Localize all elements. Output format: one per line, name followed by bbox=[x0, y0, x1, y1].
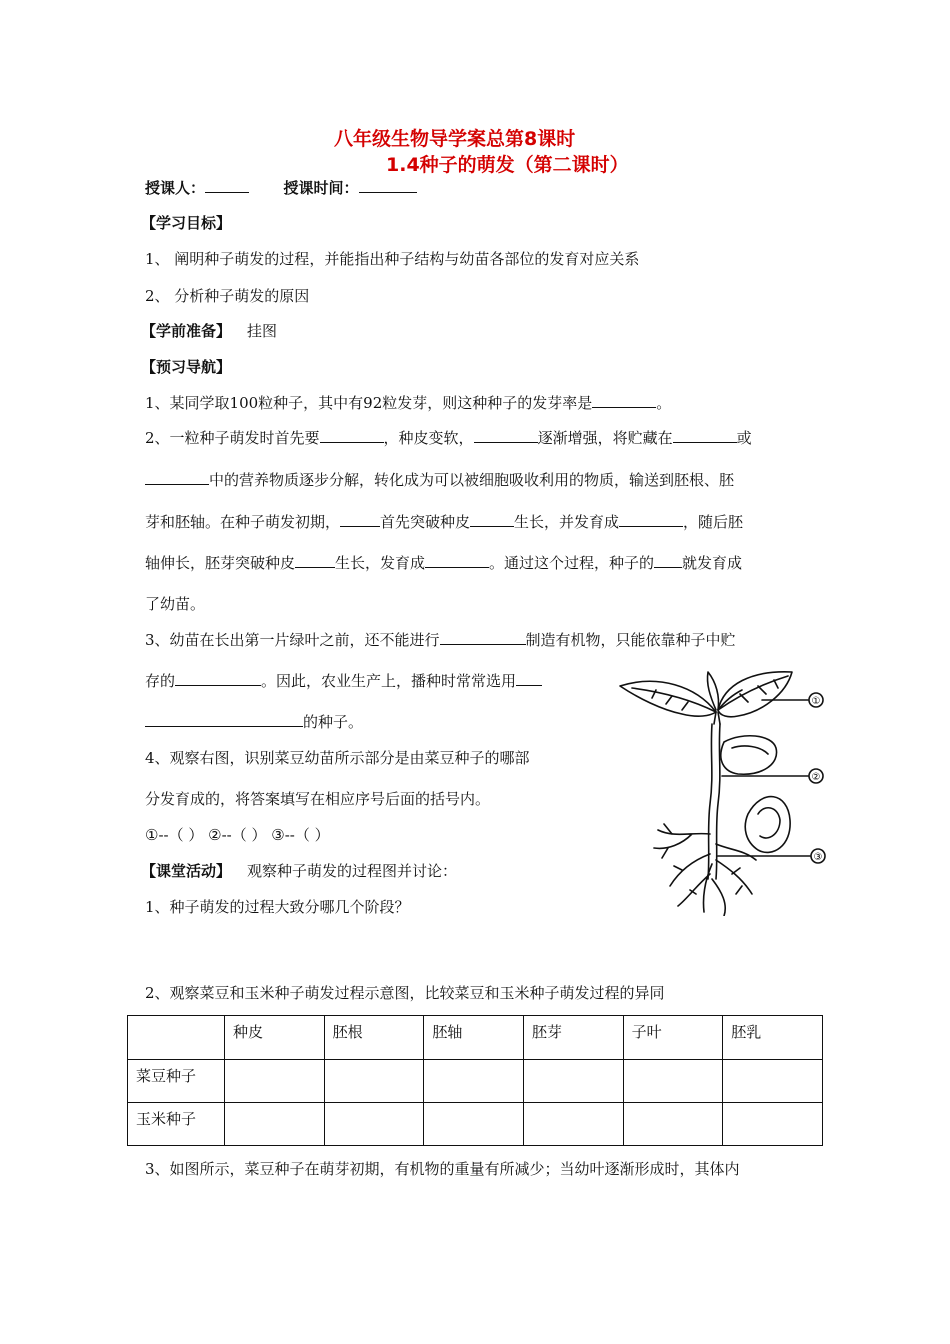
activity-q1: 1、种子萌发的过程大致分哪几个阶段？ bbox=[145, 898, 410, 916]
title-line-2: 1.4种子的萌发（第二课时） bbox=[386, 154, 629, 176]
objectives-heading: 【学习目标】 bbox=[141, 214, 232, 232]
roots bbox=[654, 830, 756, 916]
answer-blank[interactable] bbox=[673, 428, 737, 443]
table-cell[interactable] bbox=[225, 1103, 325, 1146]
comparison-table bbox=[127, 1015, 823, 1146]
figure-label-1: ① bbox=[811, 696, 821, 707]
table-cell[interactable] bbox=[324, 1103, 424, 1146]
table-row-label: 玉米种子 bbox=[128, 1103, 225, 1146]
table-cell[interactable] bbox=[723, 1060, 823, 1103]
prep-heading: 【学前准备】 bbox=[141, 322, 232, 340]
table-row bbox=[128, 1103, 823, 1146]
cotyledon bbox=[721, 736, 777, 774]
prep-line bbox=[141, 321, 277, 341]
preview-q4-line3: ①--（ ） ②--（ ） ③--（ ） bbox=[145, 826, 330, 844]
table-cell[interactable] bbox=[623, 1060, 723, 1103]
answer-blank[interactable] bbox=[295, 553, 335, 568]
prep-text: 挂图 bbox=[247, 322, 278, 340]
table-cell[interactable] bbox=[523, 1103, 623, 1146]
answer-blank[interactable] bbox=[175, 671, 261, 686]
answer-blank[interactable] bbox=[474, 428, 538, 443]
preview-q2-line2: 中的营养物质逐步分解，转化成为可以被细胞吸收利用的物质，输送到胚根、胚 bbox=[145, 470, 734, 490]
bean-seedling-drawing bbox=[612, 664, 834, 916]
table-header-cell: 胚芽 bbox=[523, 1016, 623, 1060]
answer-blank[interactable] bbox=[145, 470, 209, 485]
activity-q2: 2、观察菜豆和玉米种子萌发过程示意图，比较菜豆和玉米种子萌发过程的异同 bbox=[145, 984, 665, 1002]
teacher-label: 授课人： bbox=[145, 179, 206, 197]
preview-q3-line3: 的种子。 bbox=[145, 712, 363, 732]
table-header-cell: 胚根 bbox=[324, 1016, 424, 1060]
preview-q2-line3: 芽和胚轴。在种子萌发初期， 首先突破种皮 生长，并发育成 ，随后胚 bbox=[145, 513, 744, 531]
preview-q4-line2: 分发育成的，将答案填写在相应序号后面的括号内。 bbox=[145, 790, 491, 808]
figure-label-2: ② bbox=[811, 772, 821, 783]
answer-blank[interactable] bbox=[592, 393, 656, 408]
table-header-row bbox=[128, 1016, 823, 1060]
activity-line bbox=[141, 861, 457, 881]
time-label: 授课时间： bbox=[283, 179, 359, 197]
seed-coat bbox=[745, 797, 790, 853]
preview-heading: 【预习导航】 bbox=[141, 358, 232, 376]
table-row-label: 菜豆种子 bbox=[128, 1060, 225, 1103]
objective-1: 1、 阐明种子萌发的过程，并能指出种子结构与幼苗各部位的发育对应关系 bbox=[145, 250, 640, 268]
activity-q3: 3、如图所示，菜豆种子在萌芽初期，有机物的重量有所减少；当幼叶逐渐形成时，其体内 bbox=[145, 1160, 740, 1178]
activity-heading: 【课堂活动】 bbox=[141, 862, 232, 880]
activity-intro: 观察种子萌发的过程图并讨论： bbox=[247, 862, 458, 880]
table-cell[interactable] bbox=[523, 1060, 623, 1103]
table-cell[interactable] bbox=[723, 1103, 823, 1146]
answer-blank[interactable] bbox=[440, 630, 526, 645]
answer-blank[interactable] bbox=[340, 512, 380, 527]
preview-q2-line4: 轴伸长，胚芽突破种皮 生长，发育成 。通过这个过程，种子的 就发育成 bbox=[145, 554, 743, 572]
preview-q1: 1、某同学取100粒种子，其中有92粒发芽，则这种种子的发芽率是 。 bbox=[145, 394, 672, 412]
stem bbox=[708, 724, 712, 879]
preview-q3-line2: 存的 。因此，农业生产上，播种时常常选用 bbox=[145, 671, 542, 691]
title-line-1: 八年级生物导学案总第8课时 bbox=[334, 128, 576, 150]
time-blank[interactable] bbox=[359, 178, 417, 193]
table-cell[interactable] bbox=[424, 1060, 524, 1103]
table-header-cell: 胚轴 bbox=[424, 1016, 524, 1060]
table-header-cell: 种皮 bbox=[225, 1016, 325, 1060]
table-row bbox=[128, 1060, 823, 1103]
preview-q2-line1: 2、一粒种子萌发时首先要 ，种皮变软， 逐渐增强，将贮藏在 或 bbox=[145, 429, 752, 447]
table-cell[interactable] bbox=[623, 1103, 723, 1146]
teacher-blank[interactable] bbox=[205, 178, 249, 193]
table-cell[interactable] bbox=[424, 1103, 524, 1146]
bean-seedling-figure bbox=[612, 664, 834, 916]
table-cell[interactable] bbox=[225, 1060, 325, 1103]
teacher-info-line bbox=[145, 178, 417, 198]
figure-label-3: ③ bbox=[813, 852, 823, 863]
answer-blank[interactable] bbox=[516, 671, 542, 686]
answer-blank[interactable] bbox=[470, 512, 514, 527]
table-header-cell: 胚乳 bbox=[723, 1016, 823, 1060]
answer-blank[interactable] bbox=[619, 512, 683, 527]
table-header-cell: 子叶 bbox=[623, 1016, 723, 1060]
objective-2: 2、 分析种子萌发的原因 bbox=[145, 287, 310, 305]
table-header-cell bbox=[128, 1016, 225, 1060]
answer-blank[interactable] bbox=[320, 428, 384, 443]
answer-blank[interactable] bbox=[654, 553, 682, 568]
preview-q3-line1: 3、幼苗在长出第一片绿叶之前，还不能进行 制造有机物，只能依靠种子中贮 bbox=[145, 631, 736, 649]
preview-q2-line5: 了幼苗。 bbox=[145, 595, 206, 613]
preview-q4-line1: 4、观察右图，识别菜豆幼苗所示部分是由菜豆种子的哪部 bbox=[145, 749, 530, 767]
answer-blank[interactable] bbox=[425, 553, 489, 568]
left-leaf bbox=[620, 681, 716, 716]
table-cell[interactable] bbox=[324, 1060, 424, 1103]
answer-blank[interactable] bbox=[145, 712, 303, 727]
